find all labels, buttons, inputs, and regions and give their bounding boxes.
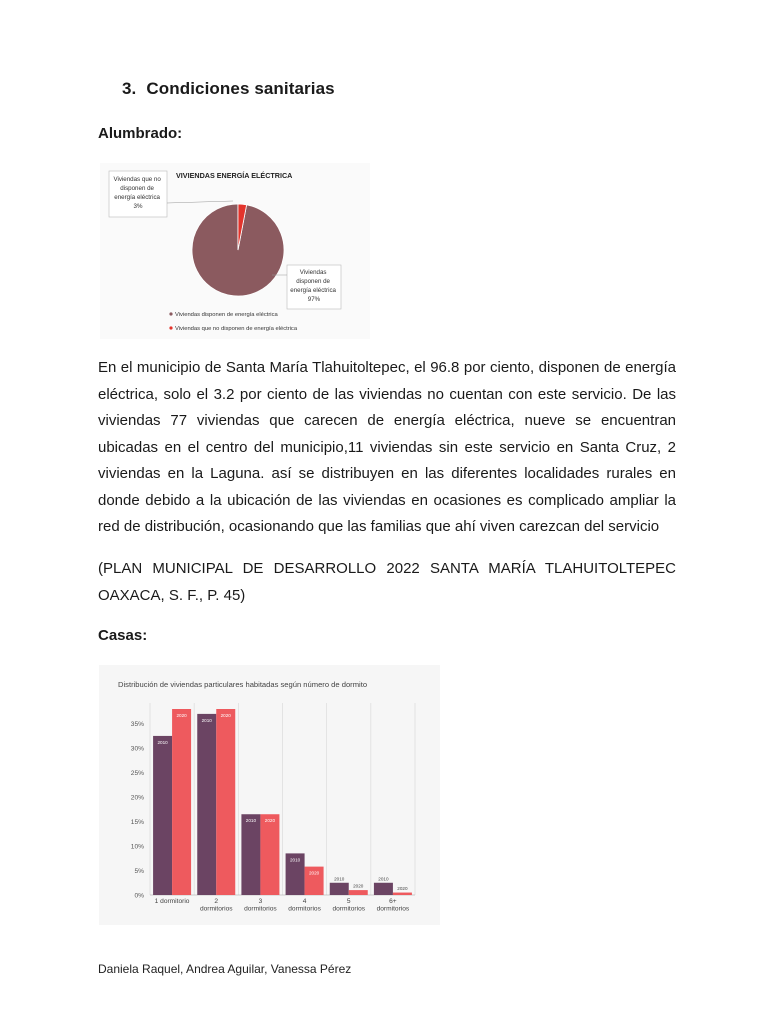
- bar-label-2020-2: 2020: [264, 818, 276, 824]
- bar-2020-4: [349, 890, 368, 895]
- bar-label-2010-0: 2010: [157, 739, 168, 745]
- bar-2010-0: [153, 736, 172, 895]
- legend-label-yes: Viviendas disponen de energía eléctrica: [175, 312, 278, 319]
- x-category-label: dormitorios: [244, 905, 277, 913]
- y-tick-label: 30%: [130, 745, 144, 753]
- bar-chart: [99, 665, 440, 925]
- subheading-alumbrado: Alumbrado:: [98, 125, 183, 142]
- section-heading: [122, 79, 335, 99]
- bar-2010-4: [330, 883, 349, 895]
- bar-label-2020-4: 2020: [353, 883, 364, 889]
- bar-2020-0: [172, 709, 191, 895]
- paragraph-electricity: En el municipio de Santa María Tlahuitoltepec, el 96.8 por ciento, disponen de energía eléctrica, solo el 3.2 por ciento de las viviendas no cuentan con este servicio. De las viviendas 77 viviendas que carecen de energía eléctrica, nueve se encuentran ubicadas en el centro del municipio,11 viviendas sin este servicio en Santa Cruz, 2 viviendas en la Laguna. así se distribuyen en las diferentes localidades rurales en donde debido a la ubicación de las viviendas en ocasiones es complicado ampliar la red de distribución, ocasionando que las familias que ahí viven carezcan del servicio: [98, 359, 676, 535]
- y-tick-label: 10%: [130, 843, 144, 851]
- callout-leader-no: [167, 201, 233, 203]
- citation: (PLAN MUNICIPAL DE DESARROLLO 2022 SANTA MARÍA TLAHUITOLTEPEC OAXACA, S. F., P. 45): [98, 560, 676, 604]
- callout-yes: Viviendas disponen de energía eléctrica 97%: [290, 269, 337, 303]
- x-category-label: 2: [214, 898, 219, 905]
- pie-chart-figure: [100, 163, 370, 339]
- footer-authors: Daniela Raquel, Andrea Aguilar, Vanessa Pérez: [98, 962, 352, 976]
- pie-title: VIVIENDAS ENERGÍA ELÉCTRICA: [176, 171, 293, 180]
- x-category-label: 4: [302, 898, 307, 905]
- x-category-label: dormitorios: [332, 905, 366, 913]
- bar-label-2020-3: 2020: [308, 870, 320, 876]
- x-category-label: 5: [346, 898, 351, 905]
- legend-marker-no: [169, 326, 172, 329]
- y-tick-label: 25%: [130, 770, 144, 778]
- x-category-label: 6+: [389, 898, 397, 905]
- bar-2010-1: [197, 714, 216, 895]
- bar-label-2010-1: 2010: [201, 717, 212, 723]
- pie-chart: [100, 163, 370, 339]
- bar-2020-5: [393, 893, 412, 895]
- bar-chart-figure: [99, 665, 440, 925]
- bar-label-2010-2: 2010: [245, 818, 257, 824]
- y-tick-label: 15%: [130, 819, 144, 827]
- y-tick-label: 35%: [130, 721, 144, 729]
- section-title: Condiciones sanitarias: [146, 79, 335, 98]
- x-category-label: dormitorios: [288, 905, 321, 913]
- bar-label-2020-5: 2020: [397, 886, 408, 892]
- bar-label-2010-3: 2010: [289, 857, 301, 863]
- bar-label-2020-0: 2020: [176, 713, 187, 718]
- bar-2020-1: [216, 709, 235, 895]
- bar-2010-2: [241, 814, 260, 895]
- legend-marker-yes: [169, 312, 172, 315]
- bar-2010-5: [374, 883, 393, 895]
- callout-no: Viviendas que no disponen de energía eléctrica 3%: [113, 176, 161, 210]
- legend-label-no: Viviendas que no disponen de energía eléctrica: [175, 326, 298, 333]
- subheading-casas: Casas:: [98, 627, 148, 644]
- section-number: 3.: [122, 79, 137, 98]
- y-tick-label: 0%: [134, 892, 144, 900]
- x-category-label: 1 dormitorio: [154, 898, 190, 905]
- bar-label-2010-4: 2010: [334, 876, 345, 882]
- y-tick-label: 20%: [130, 794, 144, 802]
- x-category-label: dormitorios: [376, 905, 410, 913]
- y-tick-label: 5%: [134, 868, 144, 876]
- x-category-label: 3: [258, 898, 263, 905]
- bar-2020-2: [260, 814, 279, 895]
- x-category-label: dormitorios: [199, 905, 233, 913]
- bar-chart-title: Distribución de viviendas particulares habitadas según número de dormito: [118, 680, 368, 689]
- bar-label-2020-1: 2020: [220, 713, 231, 718]
- bar-label-2010-5: 2010: [378, 876, 389, 882]
